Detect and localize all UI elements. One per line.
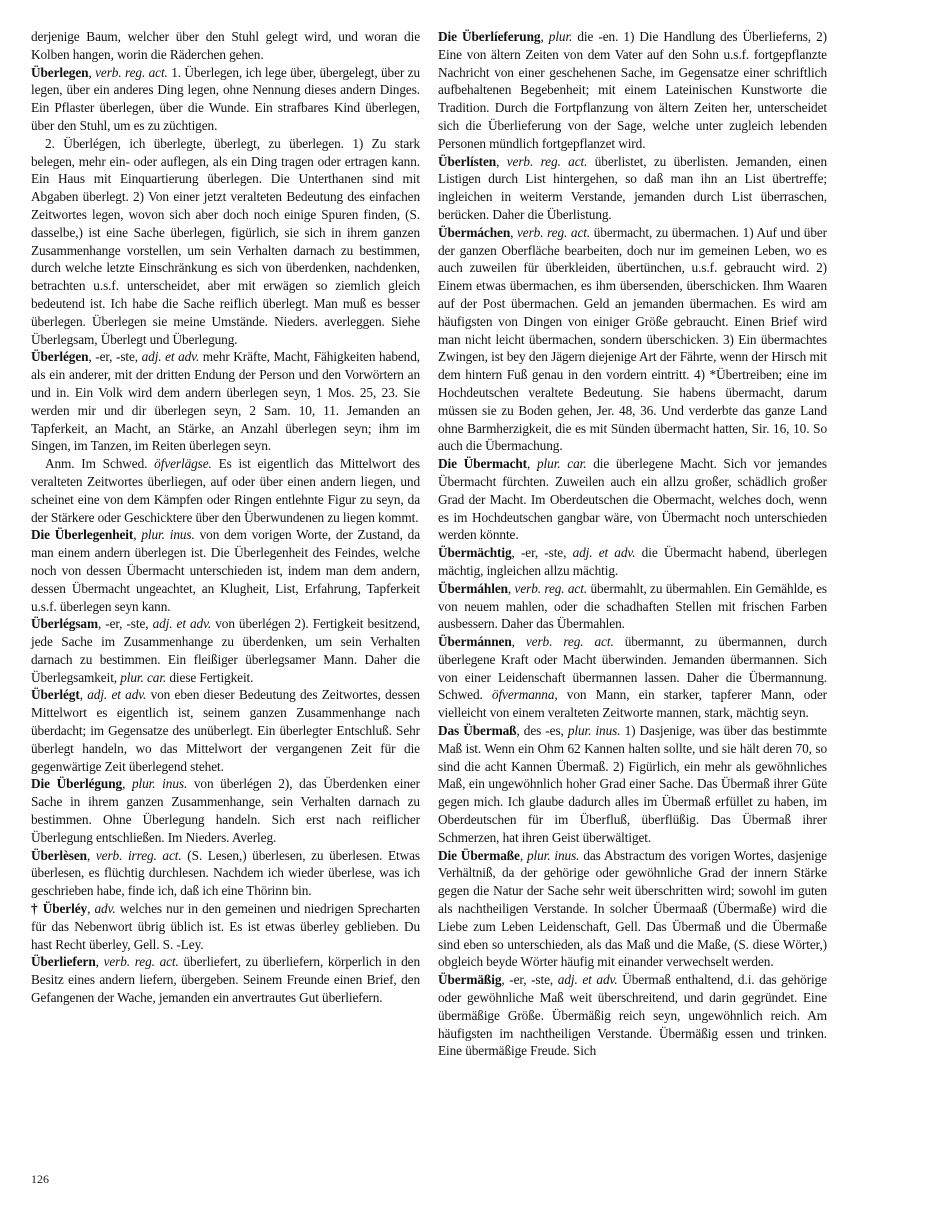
entry-headword: Übermäßig (438, 972, 502, 988)
entry-text: 1) Dasjenige, was über das bestimmte Maß ist. Wenn ein Ohm 62 Kannen halten sollte, und sie hält deren 70, so sind die acht Kannen Übermaß. 2) Figürlich, ein mehr als gewöhnliches Maß, ein ungewöhnlich hoher Grad einer Sache. Das Übermaß ihrer Güte gegen mich. Ich glaube dadurch alles im Übermaß erfüllet zu haben, im Oberdeutschen für im Überfluß, überflüßig. Das Übermaß ihrer Schmerzen, hat ihren Geist überwältiget. (438, 723, 827, 845)
entry-text: derjenige Baum, welcher über den Stuhl gelegt wird, und woran die Kolben hangen, worin die Räderchen gehen. (31, 29, 420, 62)
entry-text: von Mann, ein starker, tapferer Mann, oder vielleicht von einem veralteten Zeitworte mannen, stark, mächtig seyn. (438, 687, 827, 721)
entry-headword: Überlegen (31, 64, 89, 80)
entry-text: von dem vorigen Worte, der Zustand, da man einem andern überlegen ist. Die Überlegenheit des Feindes, welche noch von dessen Übermacht unterschieden ist, indem man dem andern, dessen Übermacht ungeachtet, an Klugheit, List, Erfahrung, Tapferkeit u.s.f. überlegen seyn kann. (31, 527, 421, 614)
entry-text: übermannt, zu übermannen, durch überlegene Kraft oder Macht überwinden. Jemanden übermannen. Sich von einer Leidenschaft übermannen lassen. Daher die Übermannung. Schwed. (438, 634, 827, 703)
entry-text: die überlegene Macht. Sich vor jemandes Übermacht fürchten. Zuweilen auch ein allzu großer, schädlich großer Grad der Macht. Im Oberdeutschen die Obermacht, welches doch, wenn es im Hochdeutschen gangbar wäre, von Übermacht noch unterschieden werden könnte. (438, 456, 828, 543)
grammar-note: adv. (94, 901, 116, 917)
entry-text: , (540, 29, 549, 44)
entry-text: , des -es, (516, 723, 568, 739)
entry-text: (S. Lesen,) überlesen, zu überlesen. Etwas überlesen, es flüchtig durchlesen. Nachdem ich wieder überlese, was ich geschrieben habe, finde ich, daß ich eine Thörinn bin. (31, 847, 420, 899)
grammar-note: adj. et adv. (557, 972, 618, 988)
entry-headword: Die Überlégung (31, 776, 123, 792)
entry-headword: Das Übermaß (438, 723, 517, 739)
entry-text: , -er, -ste, (88, 349, 142, 365)
entry-text: übermahlt, zu übermahlen. Ein Gemählde, es von neuem mahlen, oder die schadhaften Stellen mit frischen Farben ausbessern. Daher das Übermahlen. (438, 580, 827, 632)
dictionary-entry (31, 847, 420, 900)
grammar-note: plur. car. (120, 669, 167, 685)
entry-headword: Übermáchen (438, 224, 511, 240)
dictionary-entry (31, 615, 420, 686)
page-number: 126 (31, 1172, 49, 1186)
dictionary-entry (31, 686, 420, 775)
entry-text: , (79, 687, 88, 703)
entry-text: übermacht, zu übermachen. 1) Auf und über der ganzen Oberfläche bearbeiten, doch nur im gemeinen Leben, wo es auch zuweilen für überkleiden, übertünchen, u.s.f. gebraucht wird. 2) Einem etwas übermachen, es ihm übersenden, überschicken. Ihm Waaren auf der Post übermachen. Geld an jemanden übermachen. Es wird am häufigsten von Dingen von einiger Größe gebraucht. Einen Brief wird man nicht leicht übermachen, sondern überschicken. 3) Ein übermachtes Zwingen, ist bey den Jägern diejenige Art der Fährte, wenn der Hirsch mit dem hintern Fuß genau in den vordern eintritt. 4) *Übertreiben; eine im Hochdeutschen veraltete Bedeutung. Sie habens übermacht, darum müssen sie zu Boden gehen, Jer. 48, 36. Und verderbte das ganze Land ohne Barmherzigkeit, die es mit Sünden übermacht hatten, Sir. 16, 10. So auch die Übermachung. (438, 224, 827, 454)
entry-text: welches nur in den gemeinen und niedrigen Sprecharten für das Nebenwort übrig üblich ist. Es ist etwas überley geblieben. Du hast Recht überley, Gell. S. -Ley. (31, 901, 420, 952)
dictionary-entry (438, 455, 827, 544)
dictionary-entry (438, 544, 827, 580)
entry-text: das Abstractum des vorigen Wortes, dasjenige Verhältniß, da der gehörige oder gewöhnliche Grad der innern Stärke gegen die Natur der Sache sehr weit überschritten wird; sowohl im guten als nachtheiligen Verstande. In solcher Übermaaß (Übermaße) wird die Liebe zum Leben Leidenschaft, Gell. Das Übermaß und die Übermaße sind eben so unterschieden, als das Maß und die Maße, (S. diese Wörter,) obgleich beyde Wörter häufig mit einander verwechselt werden. (438, 847, 827, 970)
entry-text: diese Fertigkeit. (166, 669, 254, 685)
entry-headword: Übermánnen (438, 634, 512, 650)
dictionary-entry (31, 455, 420, 526)
entry-headword: Überlégt (31, 687, 80, 703)
dictionary-entry (438, 28, 827, 153)
grammar-note: verb. reg. act. (95, 64, 168, 80)
dictionary-entry (31, 64, 420, 135)
entry-text: Übermaß enthaltend, d.i. das gehörige oder gewöhnliche Maß weit überschreitend, und darin gegründet. Eine übermäßige Größe. Übermäßig reich seyn, ungewöhnlich reich. Am häufigsten im nachtheiligen Verstande. Übermäßig essen und trinken. Eine übermäßige Freude. Sich (438, 972, 827, 1059)
entry-text: , -er, -ste, (501, 972, 558, 988)
entry-headword: Die Überlegenheit (31, 527, 134, 543)
entry-text: von überlégen 2). Fertigkeit besitzend, jede Sache im Zusammenhange zu überdenken, um sein Verhalten darnach zu bestimmen. Ein fleißiger überlegsamer Mann. Daher die Überlegsamkeit, (31, 616, 420, 685)
dictionary-entry (438, 224, 827, 455)
grammar-note: adj. et adv. (87, 687, 147, 703)
grammar-note: verb. reg. act. (517, 224, 591, 240)
dictionary-entry (31, 28, 420, 64)
entry-text: Anm. Im Schwed. (45, 456, 155, 472)
entry-headword: Überlégsam (31, 616, 98, 632)
dictionary-entry (438, 580, 827, 633)
entry-text: , (519, 847, 527, 863)
entry-text: die Übermacht habend, überlegen mächtig, ingleichen allzu mächtig. (438, 545, 827, 578)
grammar-note: plur. car. (537, 456, 587, 472)
entry-text: , (86, 847, 96, 863)
entry-headword: Überlèsen (31, 847, 87, 863)
entry-text: , (527, 456, 537, 472)
grammar-note: verb. reg. act. (103, 954, 179, 970)
dictionary-entry (438, 722, 827, 847)
grammar-note: plur. inus. (141, 527, 195, 543)
left-column (31, 28, 420, 1007)
grammar-note: adj. et adv. (141, 349, 200, 365)
entry-headword: Die Übermaße (438, 847, 520, 863)
dictionary-entry (31, 775, 420, 846)
entry-text: , -er, -ste, (511, 545, 573, 561)
entry-headword: Die Übermacht (438, 456, 528, 472)
right-column (438, 28, 827, 1060)
grammar-note: verb. irreg. act. (95, 847, 182, 863)
grammar-note: öfvermanna, (491, 687, 558, 703)
grammar-note: adj. et adv. (152, 616, 212, 632)
entry-text: überlistet, zu überlisten. Jemanden, einen Listigen durch List hintergehen, so daß man ihn an List übertreffe; ingleichen in weiterm Verstande, jemanden durch List überraschen, berücken. Daher die Überlistung. (438, 153, 827, 222)
entry-headword: Überliefern (31, 954, 96, 970)
entry-text: , (88, 64, 96, 80)
entry-text: von überlégen 2), das Überdenken einer Sache in ihrem ganzen Zusammenhange, sein Verhalten darnach zu bestimmen. Ohne Überlegung handeln. Sich erst nach reiflicher Überlegung entschließen. Im Nieders. Averleg. (31, 776, 421, 845)
entry-text: , (507, 580, 515, 596)
grammar-note: plur. inus. (526, 847, 580, 863)
dictionary-entry (438, 153, 827, 224)
grammar-note: verb. reg. act. (506, 153, 588, 169)
grammar-note: verb. reg. act. (525, 634, 614, 650)
entry-text: 2. Überlégen, ich überlegte, überlegt, zu überlegen. 1) Zu stark belegen, mehr ein- oder auflegen, als ein Ding tragen oder ertragen kann. Ein Haus mit Einquartierung überlegen. Die Unterthanen sind mit Abgaben überlegt. 2) Von einer jetzt veralteten Bedeutung des einfachen Zeitwortes legen, wovon sich aber doch noch einige Spuren finden, (S. dasselbe,) ist eine Sache überlegen, figürlich, sie sich in ihrem ganzen Zusammenhange vorstellen, um sein Verhalten darnach zu bestimmen, durch welche letzte Einschränkung es sich von überdenken, nachdenken, betrachten u.s.f. unterscheidet, aber mit erwägen so ziemlich gleich bedeutend ist. Ich habe die Sache reiflich überlegt. Man muß es besser überlegen. Überlegen sie meine Umstände. Nieders. averleggen. Siehe Überlegsam, Überlegt und Überlegung. (31, 135, 420, 347)
entry-text: , (95, 954, 104, 970)
entry-text: 1. Überlegen, ich lege über, übergelegt, über zu legen, über ein anderes Ding legen, ohne Nennung dieses andern Dinges. Ein Pflaster überlegen, über die Wunde. Ein strafbares Kind überlegen, über den Stuhl, um es zu züchtigen. (31, 64, 421, 133)
grammar-note: plur. inus. (131, 776, 188, 792)
entry-text: mehr Kräfte, Macht, Fähigkeiten habend, als ein anderer, mit der dritten Endung der Person und den Vorwörtern an und in. Ein Volk wird dem andern überlegen seyn, 1 Mos. 25, 23. Sie werden mir und dir überlegen seyn, 2 Sam. 10, 11. Jemanden an Tapferkeit, an Macht, an Stärke, an Anzahl überlegen seyn; ihm im Singen, im Tanzen, im Reiten überlegen seyn. (31, 349, 420, 454)
dictionary-entry (31, 953, 420, 1006)
entry-text: , (87, 901, 95, 917)
entry-text: die -en. 1) Die Handlung des Überlieferns, 2) Eine von ältern Zeiten von dem Vater auf den Sohn u.s.f. fortgepflanzte Nachricht von einer geschehenen Sache, im Gegensatze einer schriftlich aufbehaltenen Begebenheit; mit einem Lateinischen Kunstworte die Tradition. Durch die Fortpflanzung von ältern Zeiten her, unterscheidet sich die Überlieferung von der Sage, welche unter zugleich lebenden Personen mündlich fortgepflanzet wird. (438, 29, 827, 151)
entry-headword: Überlísten (438, 153, 497, 169)
entry-text: , (496, 153, 507, 169)
grammar-note: öfverlägse. (154, 456, 212, 472)
grammar-note: adj. et adv. (572, 545, 636, 561)
entry-text: , (510, 224, 517, 240)
dictionary-entry (438, 847, 827, 972)
entry-text: , (122, 776, 132, 792)
entry-text: von eben dieser Bedeutung des Zeitwortes, dessen Mittelwort es eigentlich ist, seinem ganzen Zusammenhange nach überdacht; im Gegensatze des unüberlegt. Ein überlegter Entschluß. Sehr überlegt handeln, wo das Mittelwort der vergangenen Zeit für die gegenwärtige Zeit überlegend stehet. (31, 687, 420, 774)
dictionary-entry (438, 971, 827, 1060)
grammar-note: plur. inus. (567, 723, 621, 739)
dictionary-entry (438, 633, 827, 722)
entry-headword: Die Überlíeferung (438, 29, 541, 44)
entry-headword: Überlégen (31, 349, 89, 365)
grammar-note: verb. reg. act. (514, 580, 588, 596)
entry-text: überliefert, zu überliefern, körperlich in den Besitz eines andern liefern, übergeben. Seinem Freunde einen Brief, den Gefangenen der Wache, jemanden ein anvertrautes Gut überliefern. (31, 954, 420, 1006)
entry-headword: Übermáhlen (438, 580, 508, 596)
dictionary-entry (31, 900, 420, 953)
dictionary-entry (31, 135, 420, 349)
entry-text: Es ist eigentlich das Mittelwort des veralteten Zeitwortes überliegen, auf oder über einen andern liegen, und scheinet eine von dem Kämpfen oder Ringen entlehnte Figur zu seyn, da der Stärkere oder Geschicktere über den Überwundenen zu liegen kommt. (31, 456, 421, 525)
entry-text: , (133, 527, 142, 543)
entry-text: , -er, -ste, (97, 616, 153, 632)
dictionary-entry (31, 526, 420, 615)
grammar-note: plur. (548, 29, 573, 44)
dictionary-entry (31, 348, 420, 455)
entry-headword: Übermächtig (438, 545, 512, 561)
entry-headword: † Überléy (31, 901, 88, 917)
entry-text: , (511, 634, 526, 650)
